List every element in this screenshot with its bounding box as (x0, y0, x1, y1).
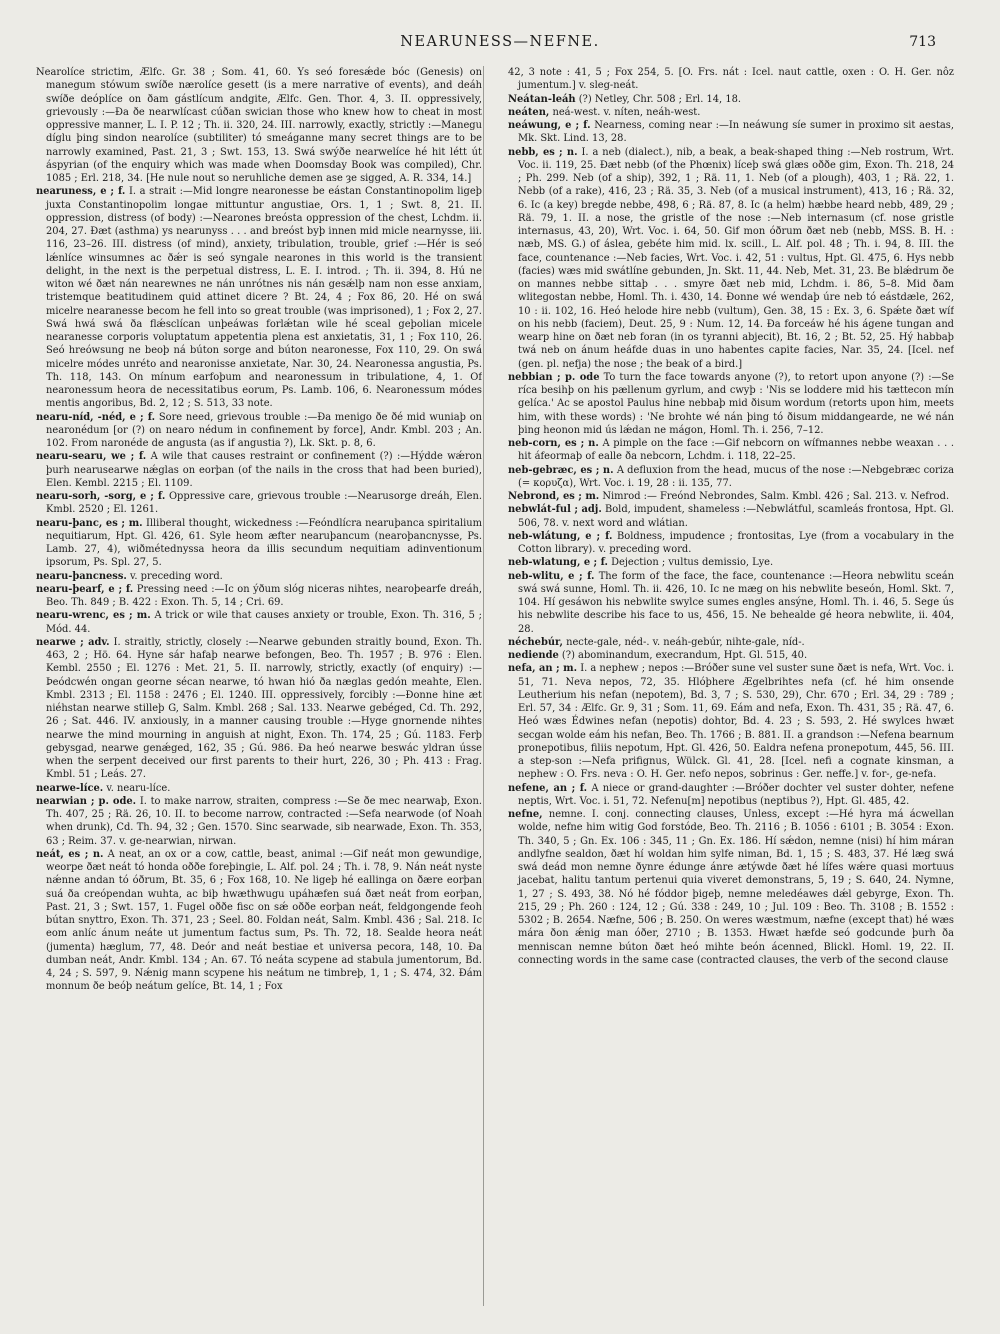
page-header (0, 34, 1000, 56)
entry-text: Sore need, grievous trouble :—Ða menigo ðe ðé mid wuniaþ on nearonédum [or (?) on nearo nédum in confinement by force], Andr. Kmbl. 203 ; An. 102. From naronéde de angusta (as if angustia ?), Lk. Skt. p. 8, 6. (46, 411, 482, 449)
entry-text: I. a neb (dialect.), nib, a beak, a beak-shaped thing :—Neb rostrum, Wrt. Voc. ii. 119, 25. Ðæt nebb (of the Phœnix) líceþ swá glæs oððe gim, Exon. Th. 218, 24 ; Ph. 299. Neb (of a ship), 392, 1 ; Rä. 11, 1. Neb (of a plough), 403, 1 ; Rä. 22, 1. Nebb (of a rake), 416, 23 ; Rä. 35, 3. Neb (of a musical instrument), 413, 16 ; Rä. 32, 6. Ic (a key) bregde nebbe, 498, 6 ; Rä. 87, 8. Ic (a helm) hæbbe heard nebb, 489, 29 ; Rä. 79, 1. II. a nose, the gristle of the nose :—Neb internasum (cf. nose gristle internasus, 43, 20), Wrt. Voc. i. 64, 50. Gif mon óðrum ðæt neb (nebb, MSS. B. H. : næb, MS. G.) of áslea, gebéte him mid. lx. scill., L. Alf. pol. 48 ; Th. i. 94, 8. III. the face, countenance :—Neb facies, Wrt. Voc. i. 42, 51 : vultus, Hpt. Gl. 475, 6. Hys nebb (facies) wæs mid swátlíne gebunden, Jn. Skt. 11, 44. Neb, Met. 31, 23. Be blǽdrum ðe on mannes nebbe sittaþ . . . smyre ðæt neb mid, Lchdm. i. 86, 5–8. Mid ðam wlitegostan nebbe, Homl. Th. i. 430, 14. Ðonne wé wendaþ úre neb tó eástdæle, 262, 10 : ii. 102, 16. Heó helode hire nebb (vultum), Gen. 38, 15 : Ex. 3, 6. Spǽte ðæt wíf on his nebb (faciem), Deut. 25, 9 : Num. 12, 14. Ða forceáw hé his ágene tungan and wearp hine on ðæt neb foran (in os tyranni abjecit), Bt. 16, 2 ; Bt. 52, 25. Hý habbaþ twá neb on ánum heáfde duas in uno habentes capite facies, Nar. 35, 24. [Icel. nef (gen. pl. nefja) the nose ; the beak of a bird.] (518, 146, 954, 370)
right-column (508, 66, 954, 1306)
entry-text: Oppressive care, grievous trouble :—Nearusorge dreáh, Elen. Kmbl. 2520 ; El. 1261. (46, 491, 482, 516)
entry-headword: nediende (508, 650, 559, 661)
entry-headword: neb-gebræc, es ; n. (508, 464, 614, 476)
entry-text: The form of the face, the face, countenance :—Heora nebwlitu sceán swá swá sunne, Homl. Th. ii. 426, 10. Ic ne mæg on his nebwlite beseón, Homl. Skt. 7, 104. Hí gesáwon his nebwlite swylce sumes engles ansýne, Homl. Th. i. 46, 5. Sege ús his nebwlite describe his face to us, 456, 15. Ne behealde gé heora nebwlite, ii. 404, 28. (518, 570, 954, 635)
dictionary-entry (508, 808, 954, 967)
dictionary-entry (36, 609, 482, 636)
entry-headword: nearu-níd, -néd, e ; f. (36, 411, 156, 423)
dictionary-entry (508, 66, 954, 93)
dictionary-entry (508, 556, 954, 569)
left-column (36, 66, 482, 1306)
entry-headword: neb-wlitu, e ; f. (508, 570, 595, 582)
dictionary-entry (508, 464, 954, 491)
entry-headword: nefa, an ; m. (508, 663, 578, 675)
entry-headword: neb-wlátung, e ; f. (508, 530, 613, 542)
entry-headword: nearu-þearf, e ; f. (36, 583, 134, 595)
entry-text: I. a nephew ; nepos :—Bróðer sune vel suster sune ðæt is nefa, Wrt. Voc. i. 51, 71. Neva nepos, 72, 35. Hlóþhere Ægelbrihtes nefa (cf. hé him onsende Leutherium his nefan (nepotem), Bd. 3, 7 ; S. 530, 29), Chr. 670 ; Erl. 34, 29 : 789 ; Erl. 57, 34 : Ælfc. Gr. 9, 31 ; Som. 11, 69. Eám and nefa, Exon. Th. 431, 35 ; Rä. 47, 6. Heó wæs Édwines nefan (nepotis) dohtor, Bd. 4. 23 ; S. 593, 2. Hé swylces hwæt secgan wolde eám his nefan, Beo. Th. 1766 ; B. 881. II. a grandson :—Nefena bearnum pronepotibus, filiis nepotum, Hpt. Gl. 426, 50. Ealdra nefena pronepotum, 445, 56. III. a step-son :—Nefa prifignus, Wülck. Gl. 41, 28. [Icel. nefi a cognate kinsman, a nephew : O. Frs. neva : O. H. Ger. nefo nepos, sobrinus : Ger. neffe.] v. for-, ge-nefa. (518, 663, 954, 781)
entry-text: 42, 3 note : 41, 5 ; Fox 254, 5. [O. Frs. nát : Icel. naut cattle, oxen : O. H. Ger. nôz jumentum.] v. sleg-neát. (508, 67, 954, 92)
entry-headword: Neátan-leáh (508, 93, 576, 105)
dictionary-entry (36, 570, 482, 583)
entry-text: neá-west. v. níten, neáh-west. (552, 106, 701, 118)
entry-text: Nearness, coming near :—In neáwung síe sumer in proximo sit aestas, Mk. Skt. Lind. 13, 28. (518, 120, 954, 145)
entry-headword: nearuness, e ; f. (36, 186, 126, 198)
dictionary-entry (36, 185, 482, 410)
dictionary-entry (36, 782, 482, 795)
entry-headword: nearu-þanc, es ; m. (36, 517, 143, 529)
dictionary-entry (36, 450, 482, 490)
entry-text: A wile that causes restraint or confinement (?) :—Hýdde wǽron þurh nearusearwe nǽglas on eorþan (of the nails in the cross that had been buried), Elen. Kembl. 2215 ; El. 1109. (46, 451, 482, 489)
dictionary-entry (36, 517, 482, 570)
dictionary-entry (508, 503, 954, 530)
entry-headword: nearu-sorh, -sorg, e ; f. (36, 491, 166, 502)
entry-text: I. straitly, strictly, closely :—Nearwe gebunden straitly bound, Exon. Th. 463, 2 ; Hö. 64. Hyne sár hafaþ nearwe befongen, Beo. Th. 1957 ; B. 976 : Elen. Kembl. 2550 ; El. 1276 : Met. 21, 5. II. narrowly, strictly, exactly (of enquiry) :—Þeódcwén ongan georne sécan nearwe, tó hwan hió ða næglas gedón meahte, Elen. Kmbl. 2313 ; El. 1158 : 2476 ; El. 1240. III. oppressively, forcibly :—Ðonne hine æt niéhstan nearwe stilleþ G, Salm. Kmbl. 268 ; Sal. 133. Nearwe gebéged, Cd. Th. 292, 26 ; Sat. 446. IV. anxiously, in a manner causing trouble :—Hyge gnornende nihtes nearwe the mind mourning in anguish at night, Exon. Th. 174, 25 ; Gú. 1183. Ferþ gebysgad, nearwe genǽged, 162, 35 ; Gú. 986. Ða heó nearwe beswác yldran ússe when the serpent deceived our first parents to their hurt, 226, 30 ; Ph. 413 : Frag. Kmbl. 51 ; Leás. 27. (46, 636, 482, 781)
entry-text: I. to make narrow, straiten, compress :—Se ðe mec nearwaþ, Exon. Th. 407, 25 ; Rä. 26, 10. II. to become narrow, contracted :—Sefa nearwode (of Noah when drunk), Cd. Th. 94, 32 ; Gen. 1570. Sinc searwade, sib nearwade, Exon. Th. 353, 63 ; Reim. 37. v. ge-nearwian, nirwan. (46, 795, 482, 847)
entry-text: v. preceding word. (130, 570, 223, 582)
dictionary-entry (36, 411, 482, 451)
dictionary-entry (36, 490, 482, 517)
entry-headword: nebwlát-ful ; adj. (508, 504, 602, 516)
dictionary-entry (36, 848, 482, 994)
dictionary-entry (508, 437, 954, 464)
entry-headword: neát, es ; n. (36, 848, 104, 860)
entry-headword: neáten, (508, 106, 550, 118)
entry-headword: nearwe-líce. (36, 782, 104, 794)
dictionary-entry (508, 119, 954, 146)
dictionary-entry (508, 371, 954, 437)
entry-text: v. nearu-líce. (106, 782, 171, 794)
entry-headword: nearwe ; adv. (36, 636, 110, 648)
page-number: 713 (909, 34, 936, 50)
entry-headword: nefene, an ; f. (508, 782, 588, 794)
entry-text: Nearolíce strictim, Ælfc. Gr. 38 ; Som. 41, 60. Ys seó foresǽde bóc (Genesis) on manegum stówum swíðe nærolíce gesett (is a mere narrative of events), and deáh swíðe deóplíce on ðam gástlícum andgite, Ælfc. Gen. Thor. 4, 3. II. oppressively, grievously :—Ða ðe nearwlícast cúðan swician those who knew how to cheat in most oppressive manner, L. I. P. 12 ; Th. ii. 320, 24. III. narrowly, exactly, strictly :—Manegu díglu þing sindon nearolíce (subtiliter) tó smeáganne many secret things are to be narrowly examined, Past. 21, 3 ; Swt. 153, 13. Swá swýðe nearwelíce hé hit létt út áspyrian (of the enquiry which was made when Doomsday Book was compiled), Chr. 1085 ; Erl. 218, 34. [He nule nout so neruhliche demen ase ȝe sigged, A. R. 334, 14.] (36, 67, 482, 184)
dictionary-entry (508, 530, 954, 557)
entry-text: Pressing need :—Ic on ýðum slóg niceras nihtes, nearoþearfe dreáh, Beo. Th. 849 ; B. 422 : Exon. Th. 5, 14 ; Cri. 69. (46, 583, 482, 608)
dictionary-entry (508, 782, 954, 809)
text-columns (36, 66, 954, 1306)
entry-text: To turn the face towards anyone (?), to retort upon anyone (?) :—Se ríca besihþ on his pællenum gyrlum, and cwyþ : 'Nis se loddere mid his tættecon mín gelíca.' Ac se apostol Paulus hine nebbaþ mid ðisum wordum (retorts upon him, meets him, with these words) : 'Ne brohte wé nán þing tó ðisum middangearde, ne wé nán þing heonon mid ús lǽdan ne mágon, Homl. Th. i. 256, 7–12. (518, 371, 954, 436)
dictionary-entry (508, 636, 954, 649)
entry-text: Dejection ; vultus demissio, Lye. (611, 557, 774, 569)
entry-text: A neat, an ox or a cow, cattle, beast, animal :—Gif neát mon gewundige, weorpe ðæt neát tó honda oððe foreþingie, L. Alf. pol. 24 ; Th. i. 78, 9. Nán neát nyste nǽnne andan tó óðrum, Bt. 35, 6 ; Fox 168, 10. Ne ligeþ hé eallinga on ðære eorþan suá ða creópendan wuhta, ac biþ hwæthwugu upáhæfen suá ðæt neát from eorþan, Past. 21, 3 ; Swt. 157, 1. Fugel oððe fisc on sǽ oððe eorþan neát, feldgongende feoh bútan snyttro, Exon. Th. 371, 23 ; Seel. 80. Foldan neát, Salm. Kmbl. 436 ; Sal. 218. Ic eom anlíc ánum neáte ut jumentum factus sum, Ps. Th. 72, 18. Sealde heora neát (jumenta) hæglum, 77, 48. Deór and neát bestiae et universa pecora, 148, 10. Ða dumban neát, Andr. Kmbl. 134 ; An. 67. Tó neáta scypene ad stabula jumentorum, Bd. 4, 24 ; S. 597, 9. Nǽnig mann scypene his neátum ne timbreþ, 1, 1 ; S. 474, 32. Ðám monnum ðe beóþ neátum gelíce, Bt. 14, 1 ; Fox (46, 848, 482, 993)
entry-text: A defluxion from the head, mucus of the nose :—Nebgebræc coriza (= κορυζα), Wrt. Voc. i. 19, 28 : ii. 135, 77. (518, 464, 954, 489)
entry-text: (?) Netley, Chr. 508 ; Erl. 14, 18. (578, 93, 742, 105)
running-title: NEARUNESS—NEFNE. (400, 34, 600, 50)
entry-headword: nebb, es ; n. (508, 146, 578, 158)
dictionary-entry (508, 490, 954, 503)
entry-text: A pimple on the face :—Gif nebcorn on wífmannes nebbe weaxan . . . hit áfeormaþ of ealle ða nebcorn, Lchdm. i. 118, 22–25. (518, 438, 954, 463)
entry-text: A trick or wile that causes anxiety or trouble, Exon. Th. 316, 5 ; Mód. 44. (46, 610, 482, 635)
entry-headword: nebbian ; p. ode (508, 371, 600, 383)
entry-headword: Nebrond, es ; m. (508, 491, 600, 502)
entry-headword: nefne, (508, 809, 543, 820)
dictionary-entry (508, 662, 954, 781)
entry-headword: nearu-wrenc, es ; m. (36, 610, 151, 622)
entry-headword: nearu-þancness. (36, 570, 127, 582)
dictionary-entry (508, 93, 954, 106)
dictionary-entry (36, 583, 482, 610)
dictionary-entry (508, 146, 954, 371)
entry-text: Nimrod :— Freónd Nebrondes, Salm. Kmbl. 426 ; Sal. 213. v. Nefrod. (602, 491, 950, 502)
entry-headword: néchebúr, (508, 636, 563, 648)
entry-text: Illiberal thought, wickedness :—Feóndlícra nearuþanca spiritalium nequitiarum, Hpt. Gl. 426, 61. Syle heom æfter nearuþancum (nearoþancnysse, Ps. Lamb. 27, 4), wiðmétednyssa heora da illis secundum nequitiam adinventionum ipsorum, Ps. Spl. 27, 5. (46, 517, 482, 569)
entry-headword: neb-corn, es ; n. (508, 438, 599, 449)
entry-text: Boldness, impudence ; frontositas, Lye (from a vocabulary in the Cotton library). v. preceding word. (518, 530, 954, 555)
entry-text: Bold, impudent, shameless :—Nebwlátful, scamleás frontosa, Hpt. Gl. 506, 78. v. next word and wlátian. (518, 504, 954, 529)
entry-text: I. a strait :—Mid longre nearonesse be eástan Constantinopolim ligeþ juxta Constantinopolim longae mittuntur angustiae, Ors. 1, 1 ; Swt. 8, 21. II. oppression, distress (of body) :—Nearones breósta oppression of the chest, Lchdm. ii. 204, 27. Ðæt (asthma) ys nearunyss . . . and breóst byþ innen mid micle nearnysse, iii. 116, 23–26. III. distress (of mind), anxiety, tribulation, trouble, grief :—Hér is seó lǽnlíce winsumnes ac ðǽr is seó syngale nearones in this world is the transient delight, in the next is the perpetual distress, L. E. I. introd. ; Th. ii. 394, 8. Hú ne witon wé ðæt nán nearewnes ne nán unrótnes nis nán gesǽlþ nam non esse anxiam, tristemque beatitudinem quid attinet dicere ? Bt. 24, 4 ; Fox 86, 20. Hé on swá micelre nearanesse becom he fell into so great trouble (was imprisoned), 1 ; Fox 2, 27. Swá hwá swá ða flǽsclícan unþeáwas forlǽtan wile hé sceal geþolian micele nearanesse corporis voluptatum appetentia plena est anxietatis, 31, 1 ; Fox 110, 26. Seó hreówsung ne beoþ ná búton sorge and búton nearonesse, Fox 110, 29. On swá micelre módes unréto and nearonisse anxietate, Nar. 30, 24. Nearonessa angustia, Ps. Th. 118, 143. On mínum earfoþum and nearonessum in tribulatione, 4, 1. Of nearonessum heora de necessitatibus eorum, Ps. Lamb. 106, 6. Nearonessum módes mentis angoribus, Bd. 2, 12 ; S. 513, 33 note. (46, 186, 482, 410)
dictionary-entry (36, 66, 482, 185)
entry-text: nemne. I. conj. connecting clauses, Unless, except :—Hé hyra má ácwellan wolde, nefne him witig God forstóde, Beo. Th. 2116 ; B. 1056 : 6101 ; B. 3054 : Exon. Th. 340, 5 ; Gn. Ex. 106 : 345, 11 ; Gn. Ex. 186. Hí sǽdon, nemne (nisi) hí him máran andlyfne sealdon, ðæt hí woldan him sylfe niman, Bd. 1, 15 ; S. 483, 37. Hé læg swá swá deád mon nemne ðynre édunge ánre ætýwde ðæt hé lífes wǽre quasi mortuus jacebat, halitu tantum pertenui quia viveret demonstrans, 5, 19 ; S. 640, 24. Nymne, 1, 27 ; S. 493, 38. Nó hé fóddor þigeþ, nemne meledéawes dǽl gebyrge, Exon. Th. 215, 29 ; Ph. 260 : 124, 12 ; Gú. 338 : 249, 10 ; Jul. 109 : Beo. Th. 3108 ; B. 1552 : 5302 ; B. 2654. Næfne, 506 ; B. 250. On weres wæstmum, næfne (except that) hé wæs mára ðon ǽnig man óðer, 2710 ; B. 1353. Hwæt hæfde seó godcunde þurh ða menniscan nemne búton ðæt heó mihte beón ácenned, Blickl. Homl. 19, 22. II. connecting words in the same case (contracted clauses, the verb of the second clause (518, 809, 954, 966)
dictionary-entry (36, 636, 482, 782)
dictionary-entry (36, 795, 482, 848)
entry-headword: nearu-searu, we ; f. (36, 451, 147, 463)
dictionary-entry (508, 570, 954, 636)
entry-text: (?) abominandum, execrandum, Hpt. Gl. 515, 40. (561, 650, 808, 661)
entry-headword: nearwian ; p. ode. (36, 795, 137, 807)
entry-headword: neb-wlatung, e ; f. (508, 557, 608, 569)
dictionary-entry (508, 649, 954, 662)
entry-text: A niece or grand-daughter :—Bróðer dochter vel suster dohter, nefene neptis, Wrt. Voc. i. 51, 72. Nefenu[m] nepotibus (neptibus ?), Hpt. Gl. 485, 42. (518, 782, 954, 807)
entry-headword: neáwung, e ; f. (508, 120, 591, 131)
entry-text: necte-gale, néd-. v. neáh-gebúr, nihte-gale, níd-. (566, 636, 805, 648)
dictionary-entry (508, 106, 954, 119)
